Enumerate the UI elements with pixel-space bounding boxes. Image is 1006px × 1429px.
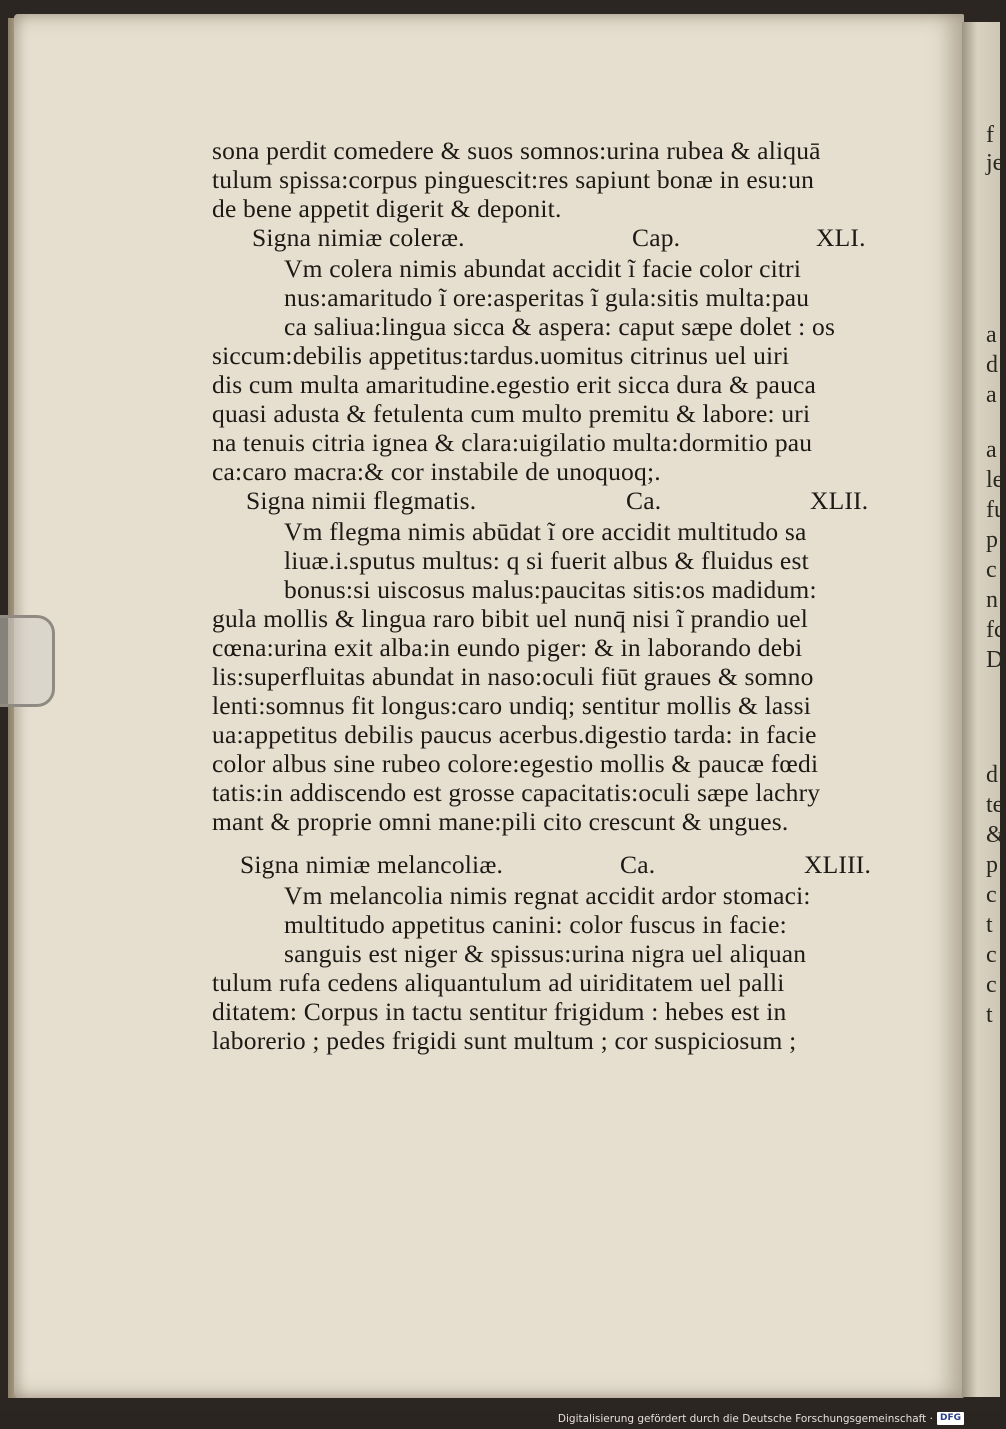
- facing-letter: a: [986, 322, 997, 348]
- section-title: Signa nimiæ coleræ.: [252, 223, 465, 252]
- text-line: nus:amaritudo ĩ ore:asperitas ĩ gula:sitis multa:pau: [284, 283, 810, 312]
- text-line: laborerio ; pedes frigidi sunt multum ; cor suspiciosum ;: [212, 1026, 797, 1055]
- facing-letter: d: [986, 762, 998, 788]
- facing-letter: c: [986, 557, 997, 583]
- facing-letter: f: [986, 122, 994, 148]
- text-line: lis:superfluitas abundat in naso:oculi fiūt graues & somno: [212, 662, 814, 691]
- text-line: Vm flegma nimis abūdat ĩ ore accidit multitudo sa: [284, 517, 807, 546]
- facing-letter: te: [986, 792, 1004, 818]
- text-line: sona perdit comedere & suos somnos:urina rubea & aliquā: [212, 136, 821, 165]
- chapter-label: Ca.: [626, 486, 662, 515]
- section-heading: [212, 850, 872, 881]
- section-title: Signa nimii flegmatis.: [246, 486, 477, 515]
- section-title: Signa nimiæ melancoliæ.: [240, 850, 504, 879]
- chapter-label: Cap.: [632, 223, 681, 252]
- chapter-number: XLI.: [816, 223, 866, 252]
- text-line: ditatem: Corpus in tactu sentitur frigidum : hebes est in: [212, 997, 787, 1026]
- text-line: ca:caro macra:& cor instabile de unoquoq;.: [212, 457, 661, 486]
- facing-letter: t: [986, 912, 993, 938]
- text-line: liuæ.i.sputus multus: q si fuerit albus & fluidus est: [284, 546, 809, 575]
- text-line: bonus:si uiscosus malus:paucitas sitis:os madidum:: [284, 575, 817, 604]
- facing-letter: p: [986, 852, 998, 878]
- facing-letter: je: [986, 150, 1004, 176]
- section-gap: [212, 836, 872, 850]
- facing-page-fragment: [962, 22, 1006, 1397]
- digitization-credit: [558, 1412, 964, 1425]
- text-line: cœna:urina exit alba:in eundo piger: & in laborando debi: [212, 633, 803, 662]
- section-heading: [212, 486, 872, 517]
- facing-letter: d: [986, 352, 998, 378]
- text-line: gula mollis & lingua raro bibit uel nunq̄ nisi ĩ prandio uel: [212, 604, 809, 633]
- facing-letter: le: [986, 467, 1004, 493]
- text-line: siccum:debilis appetitus:tardus.uomitus citrinus uel uiri: [212, 341, 790, 370]
- facing-letter: a: [986, 382, 997, 408]
- chapter-label: Ca.: [620, 850, 656, 879]
- text-line: color albus sine rubeo colore:egestio mollis & paucæ fœdi: [212, 749, 819, 778]
- text-line: quasi adusta & fetulenta cum multo premitu & labore: uri: [212, 399, 811, 428]
- page-text: [212, 136, 872, 1055]
- text-line: mant & proprie omni mane:pili cito crescunt & ungues.: [212, 807, 789, 836]
- chapter-number: XLII.: [810, 486, 869, 515]
- text-line: de bene appetit digerit & deponit.: [212, 194, 562, 223]
- facing-letter: c: [986, 972, 997, 998]
- text-line: multitudo appetitus canini: color fuscus in facie:: [284, 910, 787, 939]
- facing-letter: p: [986, 527, 998, 553]
- text-line: tulum spissa:corpus pinguescit:res sapiunt bonæ in esu:un: [212, 165, 815, 194]
- text-line: tatis:in addiscendo est grosse capacitatis:oculi sæpe lachry: [212, 778, 821, 807]
- section-heading: [212, 223, 872, 254]
- facing-letter: &: [986, 822, 1005, 848]
- text-line: na tenuis citria ignea & clara:uigilatio multa:dormitio pau: [212, 428, 813, 457]
- text-line: ua:appetitus debilis paucus acerbus.digestio tarda: in facie: [212, 720, 817, 749]
- facing-letter: n: [986, 587, 998, 613]
- facing-letter: fu: [986, 497, 1006, 523]
- facing-letter: t: [986, 1002, 993, 1028]
- text-line: tulum rufa cedens aliquantulum ad uiriditatem uel palli: [212, 968, 785, 997]
- facing-letter: D: [986, 647, 1004, 673]
- facing-letter: fc: [986, 617, 1005, 643]
- facing-letter: c: [986, 882, 997, 908]
- text-line: sanguis est niger & spissus:urina nigra uel aliquan: [284, 939, 807, 968]
- facing-letter: a: [986, 437, 997, 463]
- text-line: Vm colera nimis abundat accidit ĩ facie color citri: [284, 254, 802, 283]
- credit-text: Digitalisierung gefördert durch die Deutsche Forschungsgemeinschaft ·: [557, 1412, 933, 1425]
- text-line: ca saliua:lingua sicca & aspera: caput sæpe dolet : os: [284, 312, 836, 341]
- chapter-number: XLIII.: [804, 850, 872, 879]
- book-clasp: [0, 615, 55, 707]
- facing-letter: c: [986, 942, 997, 968]
- dfg-logo[interactable]: DFG: [937, 1412, 964, 1425]
- text-line: lenti:somnus fit longus:caro undiq; sentitur mollis & lassi: [212, 691, 811, 720]
- text-line: Vm melancolia nimis regnat accidit ardor stomaci:: [284, 881, 811, 910]
- text-line: dis cum multa amaritudine.egestio erit sicca dura & pauca: [212, 370, 817, 399]
